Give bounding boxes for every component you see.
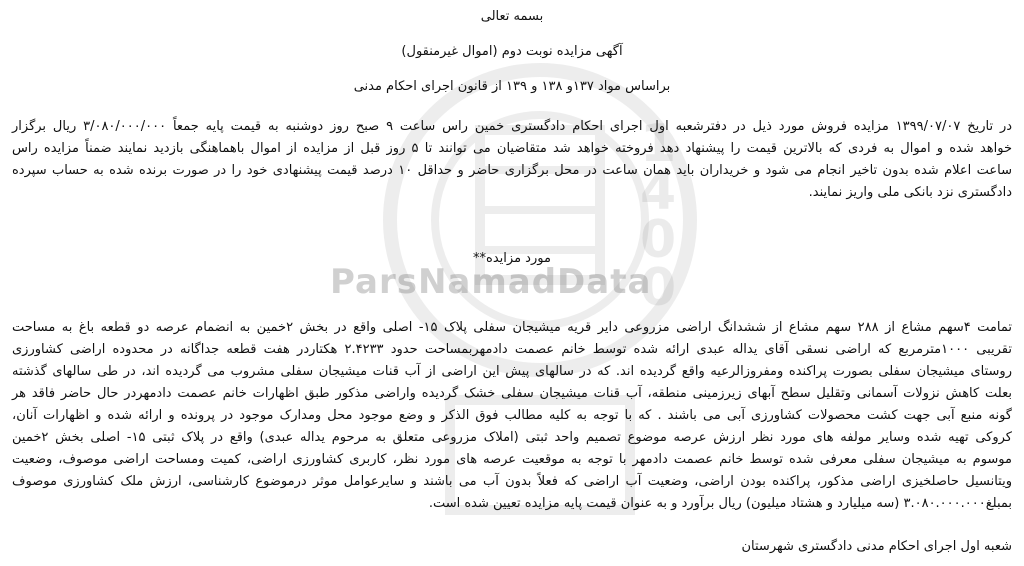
description-line: بعلت کاهش نزولات آسمانی وتقلیل سطح آبهای زیرزمینی منطقه، آب قنات میشیجان سفلی خشک گردیده واراضی مذکور طبق اظهارات خانم عصمت دادمهردر حال حاضر فاقد هر	[12, 386, 1012, 401]
description-line: کروکی تهیه شده وسایر مولفه های مورد نظر ارزش عرصه موضوع تصمیم واحد ثبتی (املاک مزروعی متعلق به مرحوم یداله عبدی) واقع در پلاک ثبتی ۱۵- اصلی بخش ۲خمین	[12, 430, 1012, 445]
bismillah: بسمه تعالی	[480, 9, 544, 24]
intro-line: در تاریخ ۱۳۹۹/۰۷/۰۷ مزایده فروش مورد ذیل در دفترشعبه اول اجرای احکام دادگستری خمین راس ساعت ۹ صبح روز دوشنبه به قیمت پایه جمعاً ۳/۰۸۰/۰۰۰/۰۰۰ ریال برگزار	[12, 119, 1013, 134]
description-line: گونه منبع آبی جهت کشت محصولات کشاورزی آبی می باشند . که با توجه به کلیه مطالب فوق الذکر و وضع موجود محل ومدارک موجود در پرونده و ارائه شده و اظهارات آنان،	[12, 408, 1012, 423]
signature: شعبه اول اجرای احکام مدنی دادگستری شهرستان	[741, 539, 1012, 554]
watermark-brand: ParsNamadData	[330, 262, 652, 302]
description-line: تمامت ۴سهم مشاع از ۲۸۸ سهم مشاع از ششدانگ اراضی مزروعی دایر قریه میشیجان سفلی پلاک ۱۵- اصلی واقع در بخش ۲خمین به انضمام عرصه دو قطعه باغ به مساحت	[12, 320, 1012, 335]
notice-title: آگهی مزایده نوبت دوم (اموال غیرمنقول)	[401, 44, 623, 59]
description-line: موسوم به میشیجان سفلی معرفی شده توسط خانم عصمت دادمهر با توجه به موقعیت عرصه های مورد نظر، کاربری کشاورزی اراضی، کمیت ومساحت اراضی موصوف، وضعیت	[12, 452, 1012, 467]
intro-line: خواهد شده و اموال به فردی که بالاترین قیمت را پیشنهاد دهد فروخته خواهد شد متقاضیان می توانند تا ۵ روز قبل از مزایده از اموال باهماهنگی بازدید نمایند ضمناً مزایده راس	[12, 141, 1012, 156]
description-line: تقریبی ۱۰۰۰مترمربع که اراضی نسقی آقای یداله عبدی ارائه شده توسط خانم عصمت دادمهربمساحت حدود ۲.۴۲۳۳ هکتاردر هفت قطعه جداگانه در محدوده اراضی کشاورزی	[12, 342, 1012, 357]
intro-line: دادگستری نزد بانکی ملی واریز نمایند.	[808, 185, 1012, 200]
description-line: بمبلغ۳.۰۸۰.۰۰۰.۰۰۰ (سه میلیارد و هشتاد میلیون) ریال برآورد و به عنوان قیمت پایه مزایده تعیین شده است.	[428, 496, 1012, 511]
intro-line: ساعت اعلام شده بدون تاخیر انجام می شود و خریداران باید همان ساعت در محل برگزاری حاضر و حداقل ۱۰ درصد قیمت پیشنهادی خود را در صورت برنده شده به حساب سپرده	[12, 163, 1013, 178]
watermark-year: 1400	[640, 114, 677, 318]
legal-basis: براساس مواد ۱۳۷و ۱۳۸ و ۱۳۹ از قانون اجرای احکام مدنی	[353, 79, 671, 94]
section-title: مورد مزایده**	[473, 251, 551, 266]
description-line: روستای میشیجان سفلی بصورت پراکنده ومفروزالرعیه واقع گردیده اند. که در سالهای پیش این اراضی از آب قنات میشیجان سفلی مشروب می گردیده اند، در طی سالهای گذشته	[12, 364, 1012, 379]
description-line: ویتانسیل حاصلخیزی اراضی مذکور، پراکنده بودن اراضی، وضعیت آب اراضی که فعلاً بدون آب می باشند و سایرعوامل موثر درموضوع کارشناسی، ارزش ملک کشاورزی موصوف	[12, 474, 1012, 489]
